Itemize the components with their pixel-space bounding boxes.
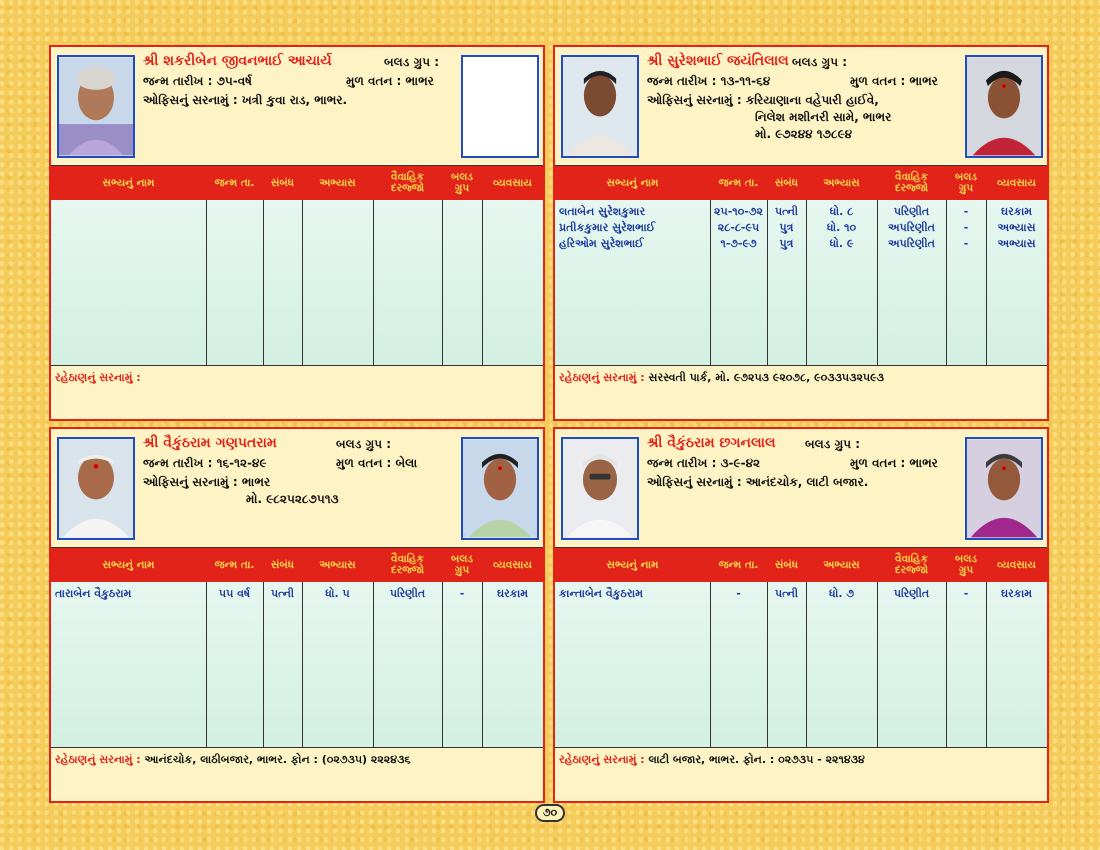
table-body — [51, 200, 543, 366]
table-row — [555, 236, 1047, 252]
col-relation: સંબંધ — [270, 176, 295, 189]
col-occupation: વ્યવસાય — [997, 558, 1036, 571]
cell-relation: પત્ની — [774, 587, 799, 600]
residence-address-value: સરસ્વતી પાર્ક, મો. ૯૭૨૫૩ ૯૨૦૭૮, ૯૦૩૩૫૩૨૫૯૩ — [648, 371, 884, 384]
col-education: અભ્યાસ — [319, 558, 356, 571]
mobile-number: મો. ૯૮૨૫૨૮૭૫૧૩ — [246, 492, 339, 506]
cell-birth-date: - — [736, 587, 741, 600]
residence-address — [559, 753, 865, 767]
mobile-number: મો. ૯૭૨૪૪ ૧૭૮૯૪ — [755, 127, 853, 141]
cell-birth-date: ૨૫-૧૦-૭૨ — [714, 205, 763, 218]
native-place: મુળ વતન : ભાભર — [850, 74, 938, 88]
cell-blood-group: - — [963, 205, 969, 218]
birth-date: જન્મ તારીખ : ૩-૯-૪૨ — [647, 456, 761, 470]
residence-address-label: રહેઠાણનું સરનામું : — [55, 371, 141, 384]
col-education: અભ્યાસ — [823, 176, 860, 189]
table-body — [555, 200, 1047, 366]
residence-address-value: આનંદચોક, લાઠીબજાર, ભાભર. ફોન : (૦૨૭૩૫) ૨૨૨૪૩૬ — [144, 753, 411, 766]
col-marital-status: વૈવાહિક દરજ્જો — [390, 553, 425, 576]
cell-education: ધો. ૫ — [325, 587, 350, 600]
cell-birth-date: ૧-૭-૯૭ — [720, 237, 757, 250]
table-body — [555, 582, 1047, 748]
card-header — [555, 47, 1047, 165]
native-place: મુળ વતન : ભાભર — [346, 74, 434, 88]
office-address: ઓફિસનું સરનામું : કરિયાણાના વહેપારી હાઈવે, — [647, 93, 879, 107]
col-blood-group: બલડ ગ્રુપ — [450, 171, 474, 194]
member-name: શ્રી સુરેશભાઈ જયંતિલાલ — [647, 53, 789, 69]
cell-blood-group: - — [963, 221, 969, 234]
birth-date: જન્મ તારીખ : ૧૬-૧૨-૪૯ — [143, 456, 267, 470]
col-member-name: સભ્યનું નામ — [102, 558, 155, 571]
office-address: ઓફિસનું સરનામું : આનંદચોક, લાટી બજાર. — [647, 475, 869, 489]
spouse-photo-woman — [965, 55, 1043, 158]
spouse-photo-woman — [965, 437, 1043, 540]
card-header — [555, 429, 1047, 547]
cell-blood-group: - — [459, 587, 465, 600]
col-relation: સંબંધ — [774, 176, 799, 189]
cell-relation: પત્ની — [774, 205, 799, 218]
page-number: ૭૦ — [535, 804, 565, 822]
col-birth-date: જન્મ તા. — [718, 176, 759, 189]
spouse-photo-placeholder — [461, 55, 539, 158]
cell-marital-status: પરિણીત — [893, 205, 930, 218]
col-occupation: વ્યવસાય — [493, 176, 532, 189]
family-table — [51, 165, 543, 366]
blood-group-label: બલડ ગ્રુપ : — [805, 437, 860, 451]
cell-marital-status: અપરિણીત — [888, 221, 935, 234]
cell-birth-date: ૨૮-૮-૯૫ — [717, 221, 760, 234]
col-member-name: સભ્યનું નામ — [606, 558, 659, 571]
family-table — [555, 547, 1047, 748]
spouse-photo-woman — [461, 437, 539, 540]
cell-blood-group: - — [963, 587, 969, 600]
cell-marital-status: અપરિણીત — [888, 237, 935, 250]
member-photo-elderly-woman — [57, 55, 135, 158]
cell-member-name: હરિઓમ સુરેશભાઈ — [559, 237, 644, 250]
cell-education: ધો. ૭ — [828, 587, 854, 600]
cell-relation: પુત્ર — [779, 237, 794, 250]
cell-relation: પુત્ર — [779, 221, 794, 234]
table-header — [51, 166, 543, 201]
col-relation: સંબંધ — [270, 558, 295, 571]
col-relation: સંબંધ — [774, 558, 799, 571]
cell-occupation: ઘરકામ — [1000, 205, 1033, 218]
col-occupation: વ્યવસાય — [997, 176, 1036, 189]
native-place: મુળ વતન : ભાભર — [850, 456, 938, 470]
col-blood-group: બલડ ગ્રુપ — [954, 553, 978, 576]
cell-occupation: ઘરકામ — [1000, 587, 1033, 600]
table-header — [555, 548, 1047, 583]
office-address: ઓફિસનું સરનામું : ખત્રી કુવા રાડ, ભાભર. — [143, 93, 348, 107]
cell-education: ધો. ૧૦ — [826, 221, 857, 234]
residence-address-label: રહેઠાણનું સરનામું : — [559, 753, 645, 766]
member-photo-man — [561, 55, 639, 158]
table-header — [555, 166, 1047, 201]
col-birth-date: જન્મ તા. — [214, 176, 255, 189]
family-table — [555, 165, 1047, 366]
cell-member-name: કાન્તાબેન વૈકુઠરામ — [559, 587, 643, 600]
native-place: મુળ વતન : બેલા — [336, 456, 418, 470]
card-header — [51, 47, 543, 165]
col-birth-date: જન્મ તા. — [718, 558, 759, 571]
cell-education: ધો. ૮ — [829, 205, 854, 218]
residence-address-value: લાટી બજાર, ભાભર. ફોન. : ૦૨૭૩૫ - ૨૨૧૪૩૪ — [648, 753, 865, 766]
card-header — [51, 429, 543, 547]
table-header — [51, 548, 543, 583]
col-birth-date: જન્મ તા. — [214, 558, 255, 571]
cell-blood-group: - — [963, 237, 969, 250]
residence-address-label: રહેઠાણનું સરનામું : — [55, 753, 141, 766]
member-card — [49, 427, 545, 803]
residence-address — [559, 371, 884, 385]
col-education: અભ્યાસ — [823, 558, 860, 571]
cell-member-name: તારાબેન વૈકુઠરામ — [55, 587, 132, 600]
cell-birth-date: ૫૫ વર્ષ — [218, 587, 251, 600]
cell-occupation: ઘરકામ — [496, 587, 529, 600]
member-card — [49, 45, 545, 421]
cell-relation: પત્ની — [270, 587, 295, 600]
member-card — [553, 427, 1049, 803]
office-address-line-2: નિલેશ મશીનરી સામે, ભાભર — [755, 110, 892, 124]
table-row — [555, 586, 1047, 602]
office-address: ઓફિસનું સરનામું : ભાભર — [143, 475, 271, 489]
table-row — [555, 204, 1047, 220]
member-photo-elderly-man — [57, 437, 135, 540]
birth-date: જન્મ તારીખ : ૧૩-૧૧-૬૪ — [647, 74, 771, 88]
blood-group-label: બલડ ગ્રુપ : — [336, 437, 391, 451]
residence-address — [55, 371, 141, 385]
cell-occupation: અભ્યાસ — [997, 221, 1036, 234]
col-member-name: સભ્યનું નામ — [102, 176, 155, 189]
cell-member-name: લતાબેન સુરેશકુમાર — [559, 205, 646, 218]
table-body — [51, 582, 543, 748]
cell-education: ધો. ૯ — [829, 237, 854, 250]
cell-marital-status: પરિણીત — [893, 587, 930, 600]
col-marital-status: વૈવાહિક દરજ્જો — [894, 553, 929, 576]
col-occupation: વ્યવસાય — [493, 558, 532, 571]
table-row — [555, 220, 1047, 236]
family-table — [51, 547, 543, 748]
col-education: અભ્યાસ — [319, 176, 356, 189]
col-marital-status: વૈવાહિક દરજ્જો — [894, 171, 929, 194]
cell-occupation: અભ્યાસ — [997, 237, 1036, 250]
col-member-name: સભ્યનું નામ — [606, 176, 659, 189]
table-row — [51, 586, 543, 602]
blood-group-label: બલડ ગ્રુપ : — [384, 55, 439, 69]
member-card — [553, 45, 1049, 421]
cell-member-name: પ્રતીકકુમાર સુરેશભાઈ — [559, 221, 656, 234]
col-blood-group: બલડ ગ્રુપ — [954, 171, 978, 194]
blood-group-label: બલડ ગ્રુપ : — [792, 55, 847, 69]
residence-address — [55, 753, 411, 767]
cell-marital-status: પરિણીત — [389, 587, 426, 600]
col-blood-group: બલડ ગ્રુપ — [450, 553, 474, 576]
col-marital-status: વૈવાહિક દરજ્જો — [390, 171, 425, 194]
member-photo-elderly-man — [561, 437, 639, 540]
residence-address-label: રહેઠાણનું સરનામું : — [559, 371, 645, 384]
member-name: શ્રી વૈકુંઠરામ ગણપતરામ — [143, 435, 277, 451]
member-name: શ્રી શકરીબેન જીવનભાઈ આચાર્ય — [143, 53, 332, 69]
member-name: શ્રી વૈકુંઠરામ છગનલાલ — [647, 435, 776, 451]
birth-date: જન્મ તારીખ : ૭૫-વર્ષ — [143, 74, 252, 88]
